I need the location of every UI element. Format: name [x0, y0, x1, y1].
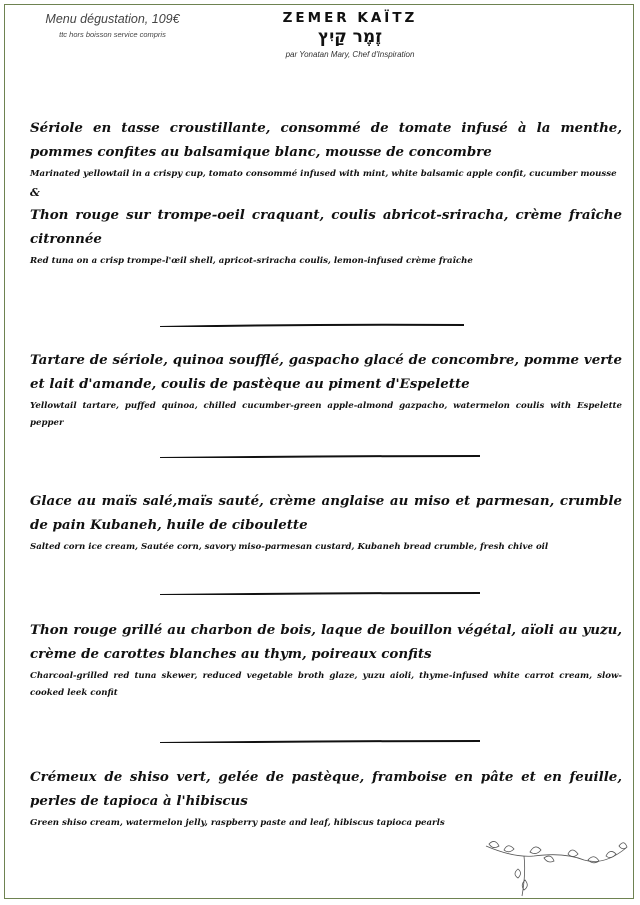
course-title: Glace au maïs salé,maïs sauté, crème anglaise au miso et parmesan, crumble de pain Kubaneh, huile de ciboulette: [30, 493, 622, 533]
vine-decoration-icon: [484, 838, 629, 900]
course-description: Charcoal-grilled red tuna skewer, reduced vegetable broth glaze, yuzu aioli, thyme-infused white carrot cream, slow-cooked leek confit: [30, 671, 622, 698]
course-4: [30, 618, 622, 702]
course-title: Thon rouge grillé au charbon de bois, laque de bouillon végétal, aïoli au yuzu, crème de carottes blanches au thym, poireaux confits: [30, 622, 622, 662]
course-description: Green shiso cream, watermelon jelly, raspberry paste and leaf, hibiscus tapioca pearls: [30, 818, 445, 828]
course-connector: &: [30, 186, 40, 199]
course-1: [30, 116, 622, 270]
chef-byline: par Yonatan Mary, Chef d'Inspiration: [285, 50, 415, 59]
course-3: [30, 489, 622, 556]
course-description: Salted corn ice cream, Sautée corn, savory miso-parmesan custard, Kubaneh bread crumble, fresh chive oil: [30, 542, 549, 552]
divider-stroke: [158, 737, 484, 743]
course-title: Sériole en tasse croustillante, consommé de tomate infusé à la menthe, pommes confites au balsamique blanc, mousse de concombre: [30, 120, 622, 160]
course-5: [30, 765, 622, 832]
course-title: Tartare de sériole, quinoa soufflé, gaspacho glacé de concombre, pomme verte et lait d'amande, coulis de pastèque au piment d'Espelette: [30, 352, 622, 392]
menu-note: ttc hors boisson service compris: [59, 30, 166, 39]
divider-stroke: [158, 321, 468, 327]
restaurant-name-hebrew: זֶמֶר קַיִץ: [317, 27, 383, 47]
restaurant-name: ZEMER KAÏTZ: [282, 10, 418, 26]
menu-price-block: [30, 12, 195, 39]
restaurant-header: [250, 10, 450, 59]
divider-stroke: [158, 452, 484, 458]
course-description: Red tuna on a crisp trompe-l'œil shell, apricot-sriracha coulis, lemon-infused crème fraîche: [30, 256, 473, 266]
course-description: Yellowtail tartare, puffed quinoa, chilled cucumber-green apple-almond gazpacho, watermelon coulis with Espelette pepper: [30, 401, 622, 428]
course-title: Crémeux de shiso vert, gelée de pastèque, framboise en pâte et en feuille, perles de tapioca à l'hibiscus: [30, 769, 622, 809]
course-2: [30, 348, 622, 432]
course-title: Thon rouge sur trompe-oeil craquant, coulis abricot-sriracha, crème fraîche citronnée: [30, 207, 622, 247]
divider-stroke: [158, 589, 484, 595]
course-description: Marinated yellowtail in a crispy cup, tomato consommé infused with mint, white balsamic apple confit, cucumber mousse: [30, 169, 617, 179]
menu-title: Menu dégustation, 109€: [45, 12, 180, 26]
